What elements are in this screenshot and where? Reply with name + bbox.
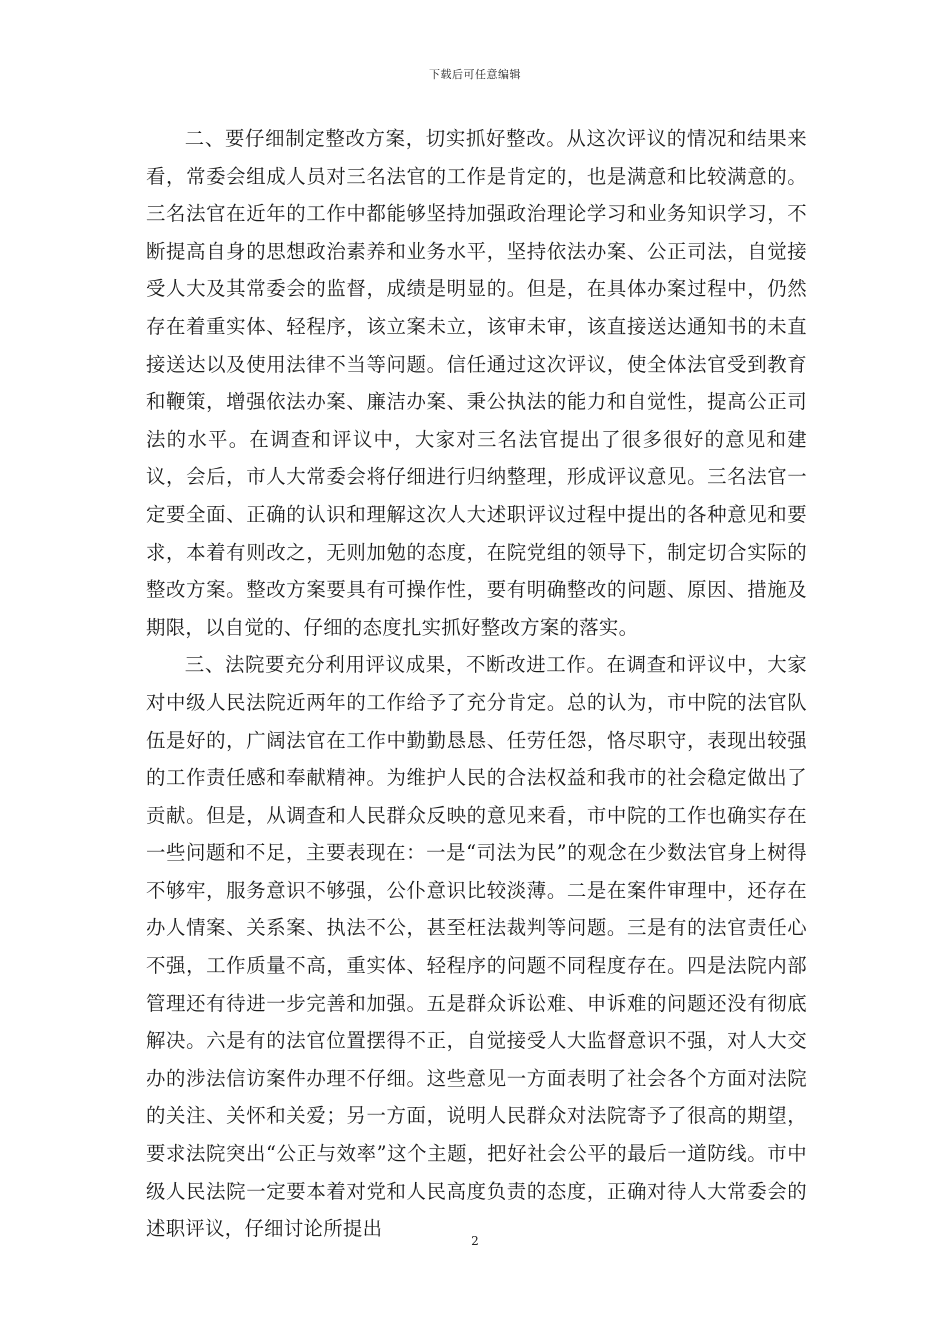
page-header: 下载后可任意编辑 [429, 68, 521, 81]
page-number: 2 [471, 1234, 479, 1248]
paragraph-court-improvement: 三、法院要充分利用评议成果，不断改进工作。在调查和评议中，大家对中级人民法院近两年的工作给予了充分肯定。总的认为，市中院的法官队伍是好的，广阔法官在工作中勤勤恳恳、任劳任怨，恪尽职守，表现出较强的工作责任感和奉献精神。为维护人民的合法权益和我市的社会稳定做出了贡献。但是，从调查和人民群众反映的意见来看，市中院的工作也确实存在一些问题和不足，主要表现在：一是“司法为民”的观念在少数法官身上树得不够牢，服务意识不够强，公仆意识比较淡薄。二是在案件审理中，还存在办人情案、关系案、执法不公，甚至枉法裁判等问题。三是有的法官责任心不强，工作质量不高，重实体、轻程序的问题不同程度存在。四是法院内部管理还有待进一步完善和加强。五是群众诉讼难、申诉难的问题还没有彻底解决。六是有的法官位置摆得不正，自觉接受人大监督意识不强，对人大交办的涉法信访案件办理不仔细。这些意见一方面表明了社会各个方面对法院的关注、关怀和关爱；另一方面，说明人民群众对法院寄予了很高的期望，要求法院突出“公正与效率”这个主题，把好社会公平的最后一道防线。市中级人民法院一定要本着对党和人民高度负责的态度，正确对待人大常委会的述职评议，仔细讨论所提出 [146, 653, 807, 1241]
document-body [146, 120, 807, 1248]
paragraph-rectification-plan: 二、要仔细制定整改方案，切实抓好整改。从这次评议的情况和结果来看，常委会组成人员对三名法官的工作是肯定的，也是满意和比较满意的。三名法官在近年的工作中都能够坚持加强政治理论学习和业务知识学习，不断提高自身的思想政治素养和业务水平，坚持依法办案、公正司法，自觉接受人大及其常委会的监督，成绩是明显的。但是，在具体办案过程中，仍然存在着重实体、轻程序，该立案未立，该审未审，该直接送达通知书的未直接送达以及使用法律不当等问题。信任通过这次评议，使全体法官受到教育和鞭策，增强依法办案、廉洁办案、秉公执法的能力和自觉性，提高公正司法的水平。在调查和评议中，大家对三名法官提出了很多很好的意见和建议，会后，市人大常委会将仔细进行归纳整理，形成评议意见。三名法官一定要全面、正确的认识和理解这次人大述职评议过程中提出的各种意见和要求，本着有则改之，无则加勉的态度，在院党组的领导下，制定切合实际的整改方案。整改方案要具有可操作性，要有明确整改的问题、原因、措施及期限，以自觉的、仔细的态度扎实抓好整改方案的落实。 [146, 127, 807, 639]
